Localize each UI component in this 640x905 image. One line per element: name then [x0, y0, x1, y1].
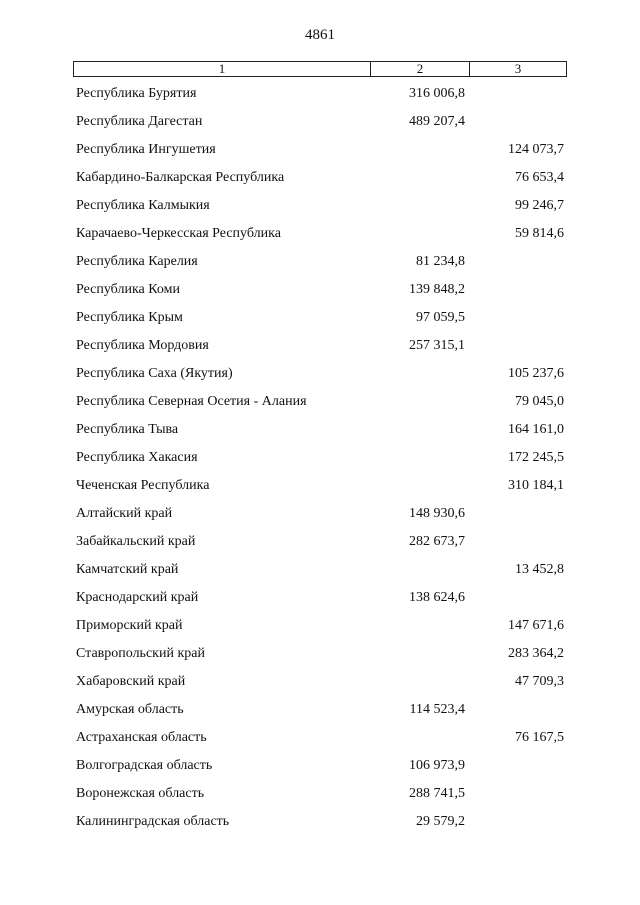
value-col-3: 76 653,4: [515, 170, 564, 185]
value-col-2: 489 207,4: [409, 114, 465, 129]
region-name: Краснодарский край: [76, 590, 199, 605]
region-name: Воронежская область: [76, 786, 205, 801]
region-name: Республика Бурятия: [76, 86, 197, 101]
value-col-3: 283 364,2: [508, 646, 564, 661]
region-name: Республика Крым: [76, 310, 183, 325]
region-name: Волгоградская область: [76, 758, 213, 773]
table-body: [0, 80, 640, 836]
value-col-3: 310 184,1: [508, 478, 564, 493]
value-col-2: 106 973,9: [409, 758, 465, 773]
table-row: [0, 668, 640, 696]
table-row: [0, 164, 640, 192]
value-col-3: 164 161,0: [508, 422, 564, 437]
value-col-2: 257 315,1: [409, 338, 465, 353]
value-col-2: 97 059,5: [416, 310, 465, 325]
table-row: [0, 332, 640, 360]
table-row: [0, 808, 640, 836]
table-row: [0, 724, 640, 752]
region-name: Республика Северная Осетия - Алания: [76, 394, 307, 409]
value-col-3: 76 167,5: [515, 730, 564, 745]
header-col-3: 3: [514, 61, 522, 76]
table-row: [0, 248, 640, 276]
region-name: Республика Тыва: [76, 422, 179, 437]
region-name: Республика Дагестан: [76, 114, 203, 129]
region-name: Республика Карелия: [76, 254, 198, 269]
region-name: Республика Саха (Якутия): [76, 366, 233, 381]
table-row: [0, 388, 640, 416]
header-col-2: 2: [371, 62, 470, 76]
table-row: [0, 780, 640, 808]
value-col-2: 282 673,7: [409, 534, 465, 549]
value-col-3: 147 671,6: [508, 618, 564, 633]
value-col-3: 105 237,6: [508, 366, 564, 381]
table-row: [0, 528, 640, 556]
value-col-3: 124 073,7: [508, 142, 564, 157]
region-name: Республика Ингушетия: [76, 142, 216, 157]
value-col-3: 99 246,7: [515, 198, 564, 213]
region-name: Республика Хакасия: [76, 450, 198, 465]
value-col-2: 148 930,6: [409, 506, 465, 521]
region-name: Карачаево-Черкесская Республика: [76, 226, 281, 241]
table-row: [0, 108, 640, 136]
region-name: Астраханская область: [76, 730, 207, 745]
region-name: Калининградская область: [76, 814, 230, 829]
table-row: [0, 220, 640, 248]
table-row: [0, 612, 640, 640]
region-name: Республика Коми: [76, 282, 180, 297]
value-col-2: 139 848,2: [409, 282, 465, 297]
value-col-2: 29 579,2: [416, 814, 465, 829]
table-row: [0, 276, 640, 304]
region-name: Забайкальский край: [76, 534, 196, 549]
value-col-3: 79 045,0: [515, 394, 564, 409]
region-name: Чеченская Республика: [76, 478, 210, 493]
value-col-2: 288 741,5: [409, 786, 465, 801]
value-col-3: 13 452,8: [515, 562, 564, 577]
table-row: [0, 416, 640, 444]
table-row: [0, 640, 640, 668]
table-row: [0, 80, 640, 108]
value-col-2: 138 624,6: [409, 590, 465, 605]
region-name: Республика Мордовия: [76, 338, 209, 353]
value-col-3: 172 245,5: [508, 450, 564, 465]
value-col-2: 114 523,4: [409, 702, 465, 717]
table-row: [0, 136, 640, 164]
region-name: Хабаровский край: [76, 674, 186, 689]
value-col-3: 47 709,3: [515, 674, 564, 689]
table-row: [0, 360, 640, 388]
table-row: [0, 752, 640, 780]
table-header: [73, 61, 567, 77]
region-name: Приморский край: [76, 618, 183, 633]
region-name: Республика Калмыкия: [76, 198, 210, 213]
value-col-2: 81 234,8: [416, 254, 465, 269]
header-col-1: 1: [74, 62, 371, 76]
table-row: [0, 192, 640, 220]
table-row: [0, 556, 640, 584]
table-row: [0, 304, 640, 332]
region-name: Амурская область: [76, 702, 184, 717]
table-row: [0, 500, 640, 528]
value-col-3: 59 814,6: [515, 226, 564, 241]
region-name: Ставропольский край: [76, 646, 205, 661]
region-name: Алтайский край: [76, 506, 173, 521]
region-name: Кабардино-Балкарская Республика: [76, 170, 285, 185]
page-number: 4861: [305, 27, 335, 43]
table-row: [0, 444, 640, 472]
region-name: Камчатский край: [76, 562, 179, 577]
table-row: [0, 696, 640, 724]
table-row: [0, 584, 640, 612]
table-row: [0, 472, 640, 500]
value-col-2: 316 006,8: [409, 86, 465, 101]
